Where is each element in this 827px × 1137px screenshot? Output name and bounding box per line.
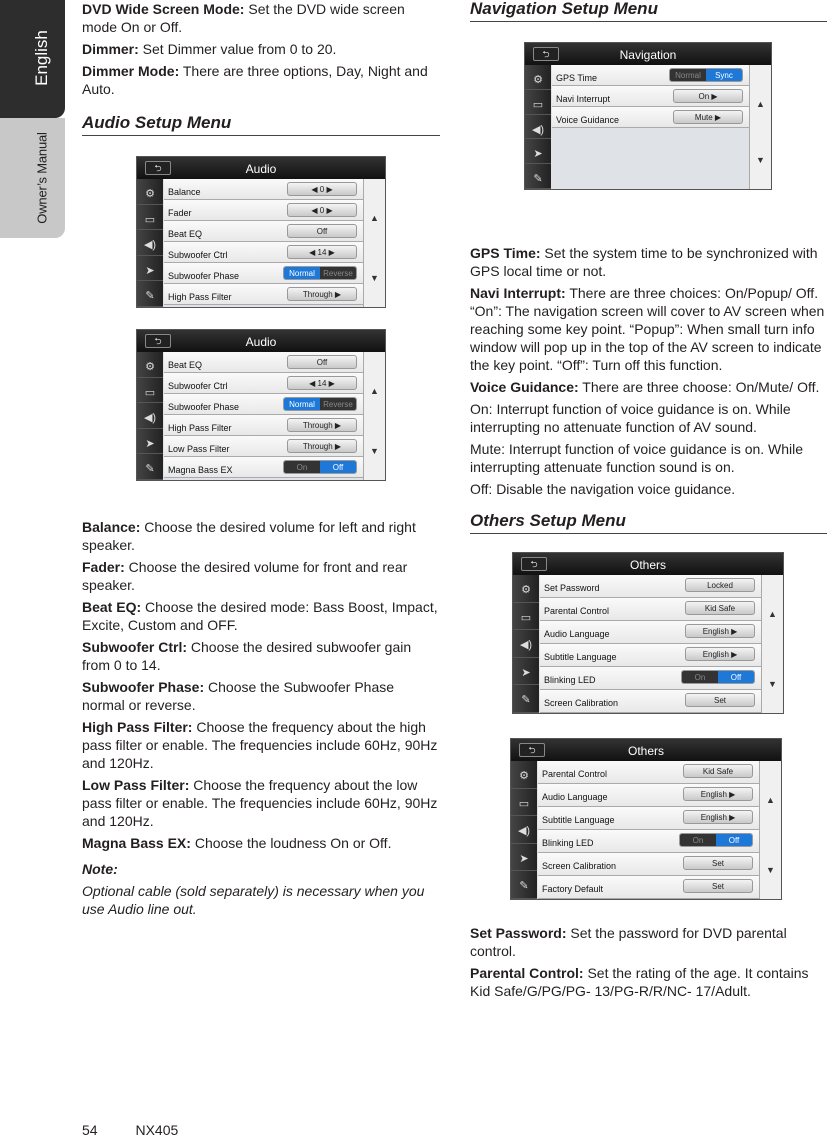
row-value: Kid Safe (683, 764, 753, 778)
tab-english (0, 0, 65, 118)
screen-title: Audio (245, 335, 277, 349)
speaker-icon: ◀) (137, 403, 163, 429)
intro-item (82, 40, 440, 58)
screen-row (538, 853, 759, 876)
audio-items (82, 518, 440, 852)
row-value: Kid Safe (685, 601, 755, 615)
row-label: Navi Interrupt (556, 94, 611, 104)
screen-row (164, 352, 363, 373)
others-screens (470, 544, 827, 924)
navigation-screens (470, 32, 827, 244)
speaker-icon: ◀) (511, 816, 537, 844)
scroll-up-icon: ▲ (756, 99, 765, 109)
row-label: Audio Language (542, 792, 608, 802)
others-screen-1 (512, 552, 784, 714)
nav-item-text: Off: Disable the navigation voice guidance. (470, 481, 736, 497)
page-number: 54 (82, 1122, 98, 1137)
row-label: Blinking LED (544, 675, 596, 685)
row-toggle (283, 460, 357, 474)
row-value: Through ▶ (287, 418, 357, 432)
audio-item (82, 718, 440, 772)
row-value: Through ▶ (287, 287, 357, 301)
screen-scrollbar (761, 575, 783, 713)
toggle-on: Sync (706, 69, 742, 81)
tools-icon: ✎ (137, 454, 163, 480)
back-icon: ⮌ (519, 743, 545, 757)
nav-item-term: Navi Interrupt: (470, 285, 566, 301)
gear-icon: ⚙ (137, 179, 163, 205)
nav-item (470, 480, 827, 498)
row-value: Set (683, 856, 753, 870)
row-label: Screen Calibration (542, 861, 617, 871)
others-item (470, 964, 827, 1000)
screen-row (540, 598, 761, 621)
screen-scrollbar (759, 761, 781, 899)
audio-item-term: Subwoofer Ctrl: (82, 639, 187, 655)
audio-item (82, 598, 440, 634)
row-label: Audio Language (544, 629, 610, 639)
right-column (470, 0, 827, 1004)
screen-rows (540, 575, 761, 713)
row-label: Subwoofer Phase (168, 402, 240, 412)
scroll-down-icon: ▼ (766, 865, 775, 875)
navigation-icon: ➤ (525, 139, 551, 164)
screen-icon: ▭ (137, 205, 163, 231)
navigation-icon: ➤ (137, 429, 163, 455)
audio-screen-1 (136, 156, 386, 308)
audio-item-text: Choose the Subwoofer Phase normal or reverse. (82, 679, 395, 713)
back-icon: ⮌ (521, 557, 547, 571)
row-label: Factory Default (542, 884, 604, 894)
row-label: Blinking LED (542, 838, 594, 848)
others-items (470, 924, 827, 1000)
audio-item-text: Choose the loudness On or Off. (190, 835, 392, 851)
audio-item-text: Choose the frequency about the low pass filter or enable. The frequencies include 60Hz, 90Hz and 120Hz. (82, 777, 438, 829)
screen-scrollbar (363, 179, 385, 307)
row-value: ◀ 14 ▶ (287, 245, 357, 259)
screen-title: Others (629, 558, 666, 572)
audio-item (82, 638, 440, 674)
screen-icon: ▭ (513, 603, 539, 631)
screen-row (538, 876, 759, 899)
gear-icon: ⚙ (525, 65, 551, 90)
scroll-up-icon: ▲ (370, 386, 379, 396)
row-value: ◀ 0 ▶ (287, 203, 357, 217)
row-label: Subtitle Language (542, 815, 615, 825)
audio-item-text: Choose the desired mode: Bass Boost, Impact, Excite, Custom and OFF. (82, 599, 438, 633)
screen-title-bar (525, 43, 771, 65)
nav-item-term: Voice Guidance: (470, 379, 579, 395)
screen-row (540, 575, 761, 598)
nav-item (470, 284, 827, 374)
audio-item (82, 834, 440, 852)
screen-row (164, 373, 363, 394)
audio-item-term: Magna Bass EX: (82, 835, 191, 851)
row-value: Set (683, 879, 753, 893)
audio-item (82, 518, 440, 554)
nav-item-text: Set the system time to be synchronized with GPS local time or not. (470, 245, 818, 279)
screen-row (164, 221, 363, 242)
intro-item (82, 0, 440, 36)
navigation-items (470, 244, 827, 498)
row-label: Fader (168, 208, 192, 218)
navigation-icon: ➤ (513, 658, 539, 686)
row-toggle (679, 833, 753, 847)
row-toggle (283, 397, 357, 411)
others-item-text: Set the password for DVD parental control. (470, 925, 787, 959)
toggle-on: Off (320, 461, 356, 473)
audio-item-term: Fader: (82, 559, 125, 575)
row-label: Parental Control (542, 769, 608, 779)
nav-item-text: On: Interrupt function of voice guidance is on. While interrupting no attenuate function of AV sound. (470, 401, 791, 435)
toggle-off: On (284, 461, 320, 473)
audio-item-term: Balance: (82, 519, 141, 535)
tools-icon: ✎ (525, 164, 551, 189)
screen-rows (538, 761, 759, 899)
tools-icon: ✎ (511, 871, 537, 899)
screen-rows (552, 65, 749, 189)
nav-item (470, 378, 827, 396)
screen-rows (164, 179, 363, 307)
audio-screen-2 (136, 329, 386, 481)
toggle-off: Reverse (320, 398, 356, 410)
intro-item-term: Dimmer: (82, 41, 139, 57)
row-value: English ▶ (683, 810, 753, 824)
intro-item-term: DVD Wide Screen Mode: (82, 1, 245, 17)
screen-row (540, 690, 761, 713)
audio-item-term: Subwoofer Phase: (82, 679, 205, 695)
row-value: English ▶ (685, 647, 755, 661)
screen-row (552, 86, 749, 107)
screen-row (164, 457, 363, 478)
screen-row (164, 179, 363, 200)
screen-side-icons (137, 352, 163, 480)
intro-item-text: Set Dimmer value from 0 to 20. (138, 41, 337, 57)
screen-title: Others (627, 744, 664, 758)
scroll-down-icon: ▼ (370, 273, 379, 283)
scroll-up-icon: ▲ (768, 609, 777, 619)
row-label: Subwoofer Ctrl (168, 250, 228, 260)
back-icon: ⮌ (533, 47, 559, 61)
row-label: Beat EQ (168, 229, 203, 239)
gear-icon: ⚙ (511, 761, 537, 789)
audio-item (82, 678, 440, 714)
screen-row (164, 242, 363, 263)
screen-side-icons (525, 65, 551, 189)
scroll-up-icon: ▲ (766, 795, 775, 805)
row-value: ◀ 14 ▶ (287, 376, 357, 390)
navigation-icon: ➤ (137, 256, 163, 282)
screen-rows (164, 352, 363, 480)
tab-owners-manual (0, 118, 65, 238)
tab-english-label: English (32, 30, 51, 86)
row-value: Through ▶ (287, 439, 357, 453)
row-label: Voice Guidance (556, 115, 620, 125)
navigation-icon: ➤ (511, 844, 537, 872)
toggle-off: On (682, 671, 718, 683)
left-intro (82, 0, 440, 98)
row-value: English ▶ (683, 787, 753, 801)
speaker-icon: ◀) (513, 630, 539, 658)
scroll-down-icon: ▼ (756, 155, 765, 165)
screen-row (552, 107, 749, 128)
screen-side-icons (137, 179, 163, 307)
screen-scrollbar (749, 65, 771, 189)
screen-side-icons (513, 575, 539, 713)
audio-item-text: Choose the desired subwoofer gain from 0 to 14. (82, 639, 412, 673)
row-label: Parental Control (544, 606, 610, 616)
screen-row (552, 65, 749, 86)
audio-setup-heading: Audio Setup Menu (82, 114, 440, 136)
others-setup-heading: Others Setup Menu (470, 512, 827, 534)
back-icon: ⮌ (145, 334, 171, 348)
nav-item (470, 440, 827, 476)
screen-row (538, 807, 759, 830)
row-value: Off (287, 355, 357, 369)
navigation-setup-heading: Navigation Setup Menu (470, 0, 827, 22)
screen-row (538, 784, 759, 807)
tools-icon: ✎ (513, 685, 539, 713)
row-value: Locked (685, 578, 755, 592)
intro-item-term: Dimmer Mode: (82, 63, 180, 79)
screen-title: Navigation (619, 48, 677, 62)
navigation-screen (524, 42, 772, 190)
intro-item-text: There are three options, Day, Night and Auto. (82, 63, 428, 97)
others-item (470, 924, 827, 960)
row-label: Magna Bass EX (168, 465, 233, 475)
row-label: Subwoofer Phase (168, 271, 240, 281)
nav-item-term: GPS Time: (470, 245, 541, 261)
row-value: ◀ 0 ▶ (287, 182, 357, 196)
row-label: High Pass Filter (168, 292, 232, 302)
toggle-on: Normal (284, 398, 320, 410)
nav-item (470, 400, 827, 436)
row-value: Mute ▶ (673, 110, 743, 124)
screen-row (538, 761, 759, 784)
intro-item-text: Set the DVD wide screen mode On or Off. (82, 1, 405, 35)
screen-icon: ▭ (137, 378, 163, 404)
nav-item-text: There are three choices: On/Popup/ Off. “On”: The navigation screen will cover to AV screen when reaching some key point. “Popup”: When small turn info window will pop up in the top of the AV screen to indicate the key point. “Off”: Turn off this function. (470, 285, 825, 373)
row-label: Screen Calibration (544, 698, 619, 708)
note-text: Optional cable (sold separately) is necessary when you use Audio line out. (82, 883, 425, 917)
screen-row (164, 436, 363, 457)
audio-item-term: Low Pass Filter: (82, 777, 190, 793)
screen-title-bar (511, 739, 781, 761)
nav-item (470, 244, 827, 280)
scroll-down-icon: ▼ (768, 679, 777, 689)
toggle-off: Reverse (320, 267, 356, 279)
gear-icon: ⚙ (137, 352, 163, 378)
toggle-on: Off (716, 834, 752, 846)
screen-row (540, 644, 761, 667)
row-value: On ▶ (673, 89, 743, 103)
row-value: Off (287, 224, 357, 238)
screen-row (538, 830, 759, 853)
others-screen-2 (510, 738, 782, 900)
nav-item-text: Mute: Interrupt function of voice guidance is on. While interrupting attenuate function sound is on. (470, 441, 804, 475)
left-column (82, 0, 440, 922)
toggle-off: On (680, 834, 716, 846)
audio-item-term: Beat EQ: (82, 599, 142, 615)
note-title: Note: (82, 861, 118, 877)
others-item-term: Parental Control: (470, 965, 584, 981)
speaker-icon: ◀) (525, 115, 551, 140)
scroll-down-icon: ▼ (370, 446, 379, 456)
screen-icon: ▭ (511, 789, 537, 817)
speaker-icon: ◀) (137, 230, 163, 256)
row-value: Set (685, 693, 755, 707)
gear-icon: ⚙ (513, 575, 539, 603)
screen-row (164, 394, 363, 415)
others-item-term: Set Password: (470, 925, 567, 941)
tab-manual-label: Owner’s Manual (34, 132, 50, 224)
nav-item-text: There are three choose: On/Mute/ Off. (578, 379, 820, 395)
toggle-on: Normal (284, 267, 320, 279)
row-label: Balance (168, 187, 201, 197)
audio-item-term: High Pass Filter: (82, 719, 193, 735)
back-icon: ⮌ (145, 161, 171, 175)
screen-row (164, 200, 363, 221)
row-label: GPS Time (556, 73, 598, 83)
scroll-up-icon: ▲ (370, 213, 379, 223)
screen-row (164, 263, 363, 284)
model-name: NX405 (135, 1122, 179, 1137)
row-toggle (681, 670, 755, 684)
row-label: High Pass Filter (168, 423, 232, 433)
row-toggle (669, 68, 743, 82)
row-toggle (283, 266, 357, 280)
row-label: Subwoofer Ctrl (168, 381, 228, 391)
row-label: Beat EQ (168, 360, 203, 370)
toggle-off: Normal (670, 69, 706, 81)
screen-row (164, 284, 363, 305)
audio-item-text: Choose the desired volume for front and rear speaker. (82, 559, 408, 593)
screen-row (540, 621, 761, 644)
audio-item (82, 776, 440, 830)
row-label: Set Password (544, 583, 600, 593)
others-item-text: Set the rating of the age. It contains Kid Safe/G/PG/PG- 13/PG-R/R/NC- 17/Adult. (470, 965, 809, 999)
audio-item (82, 558, 440, 594)
audio-item-text: Choose the desired volume for left and right speaker. (82, 519, 416, 553)
screen-title-bar (513, 553, 783, 575)
audio-screens (82, 146, 440, 518)
row-value: English ▶ (685, 624, 755, 638)
screen-title-bar (137, 157, 385, 179)
screen-icon: ▭ (525, 90, 551, 115)
page-footer (82, 1122, 212, 1137)
row-label: Low Pass Filter (168, 444, 230, 454)
screen-title-bar (137, 330, 385, 352)
screen-side-icons (511, 761, 537, 899)
screen-row (540, 667, 761, 690)
tools-icon: ✎ (137, 281, 163, 307)
screen-title: Audio (245, 162, 277, 176)
intro-item (82, 62, 440, 98)
screen-row (164, 415, 363, 436)
toggle-on: Off (718, 671, 754, 683)
audio-item-text: Choose the frequency about the high pass filter or enable. The frequencies include 60Hz, 90Hz and 120Hz. (82, 719, 438, 771)
screen-scrollbar (363, 352, 385, 480)
row-label: Subtitle Language (544, 652, 617, 662)
